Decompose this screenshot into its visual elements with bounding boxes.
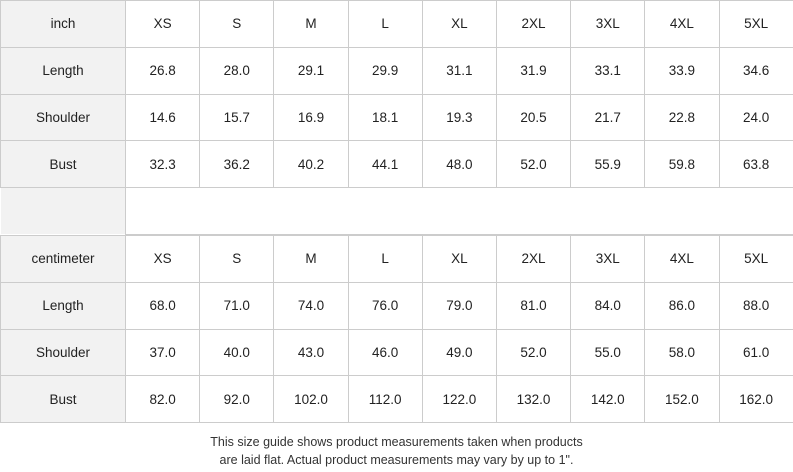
cell-shoulder-4xl-inch: 22.8 bbox=[645, 94, 719, 141]
cell-length-5xl-inch: 34.6 bbox=[719, 47, 793, 94]
size-header-xs: XS bbox=[126, 1, 200, 48]
cell-length-l-inch: 29.9 bbox=[348, 47, 422, 94]
cell-bust-3xl-cm: 142.0 bbox=[571, 376, 645, 423]
cell-bust-m-inch: 40.2 bbox=[274, 141, 348, 188]
cell-length-4xl-cm: 86.0 bbox=[645, 282, 719, 329]
cell-length-m-inch: 29.1 bbox=[274, 47, 348, 94]
table-row bbox=[1, 329, 793, 376]
note-line-1: This size guide shows product measurements taken when products bbox=[210, 435, 583, 450]
cell-shoulder-l-inch: 18.1 bbox=[348, 94, 422, 141]
size-header-m: M bbox=[274, 1, 348, 48]
size-header-4xl-cm: 4XL bbox=[645, 235, 719, 282]
cell-bust-4xl-cm: 152.0 bbox=[645, 376, 719, 423]
row-label-shoulder-inch: Shoulder bbox=[1, 94, 126, 141]
size-header-5xl: 5XL bbox=[719, 1, 793, 48]
cell-shoulder-2xl-cm: 52.0 bbox=[496, 329, 570, 376]
cell-shoulder-xl-inch: 19.3 bbox=[422, 94, 496, 141]
size-header-3xl-cm: 3XL bbox=[571, 235, 645, 282]
cell-length-l-cm: 76.0 bbox=[348, 282, 422, 329]
cell-bust-s-cm: 92.0 bbox=[200, 376, 274, 423]
cell-bust-5xl-cm: 162.0 bbox=[719, 376, 793, 423]
cell-shoulder-s-inch: 15.7 bbox=[200, 94, 274, 141]
cell-bust-l-cm: 112.0 bbox=[348, 376, 422, 423]
table-row bbox=[1, 141, 793, 188]
spacer-cell bbox=[126, 188, 793, 235]
row-label-length-inch: Length bbox=[1, 47, 126, 94]
row-label-bust-inch: Bust bbox=[1, 141, 126, 188]
cell-length-s-cm: 71.0 bbox=[200, 282, 274, 329]
cell-bust-xl-cm: 122.0 bbox=[422, 376, 496, 423]
cell-shoulder-4xl-cm: 58.0 bbox=[645, 329, 719, 376]
spacer-label-cell bbox=[1, 188, 126, 235]
size-chart-inch bbox=[0, 0, 793, 235]
cell-shoulder-5xl-inch: 24.0 bbox=[719, 94, 793, 141]
cell-length-xs-inch: 26.8 bbox=[126, 47, 200, 94]
cell-bust-4xl-inch: 59.8 bbox=[645, 141, 719, 188]
row-label-bust-cm: Bust bbox=[1, 376, 126, 423]
size-header-l-cm: L bbox=[348, 235, 422, 282]
cell-length-xl-cm: 79.0 bbox=[422, 282, 496, 329]
size-header-3xl: 3XL bbox=[571, 1, 645, 48]
size-header-xl-cm: XL bbox=[422, 235, 496, 282]
cell-length-s-inch: 28.0 bbox=[200, 47, 274, 94]
table-row bbox=[1, 376, 793, 423]
table-header-row-cm bbox=[1, 235, 793, 282]
cell-shoulder-3xl-cm: 55.0 bbox=[571, 329, 645, 376]
cell-bust-l-inch: 44.1 bbox=[348, 141, 422, 188]
size-header-4xl: 4XL bbox=[645, 1, 719, 48]
cell-length-2xl-cm: 81.0 bbox=[496, 282, 570, 329]
cell-length-2xl-inch: 31.9 bbox=[496, 47, 570, 94]
unit-label-inch: inch bbox=[1, 1, 126, 48]
cell-length-3xl-inch: 33.1 bbox=[571, 47, 645, 94]
cell-bust-3xl-inch: 55.9 bbox=[571, 141, 645, 188]
cell-shoulder-xl-cm: 49.0 bbox=[422, 329, 496, 376]
cell-shoulder-s-cm: 40.0 bbox=[200, 329, 274, 376]
cell-length-4xl-inch: 33.9 bbox=[645, 47, 719, 94]
cell-length-m-cm: 74.0 bbox=[274, 282, 348, 329]
size-header-s-cm: S bbox=[200, 235, 274, 282]
cell-shoulder-xs-inch: 14.6 bbox=[126, 94, 200, 141]
cell-shoulder-l-cm: 46.0 bbox=[348, 329, 422, 376]
size-header-xl: XL bbox=[422, 1, 496, 48]
size-header-2xl: 2XL bbox=[496, 1, 570, 48]
cell-bust-xs-inch: 32.3 bbox=[126, 141, 200, 188]
table-row bbox=[1, 47, 793, 94]
cell-bust-m-cm: 102.0 bbox=[274, 376, 348, 423]
unit-label-centimeter: centimeter bbox=[1, 235, 126, 282]
cell-shoulder-2xl-inch: 20.5 bbox=[496, 94, 570, 141]
size-header-2xl-cm: 2XL bbox=[496, 235, 570, 282]
cell-bust-5xl-inch: 63.8 bbox=[719, 141, 793, 188]
row-label-length-cm: Length bbox=[1, 282, 126, 329]
note-line-2: are laid flat. Actual product measurements may vary by up to 1". bbox=[219, 453, 574, 468]
row-label-shoulder-cm: Shoulder bbox=[1, 329, 126, 376]
cell-length-5xl-cm: 88.0 bbox=[719, 282, 793, 329]
cell-length-xs-cm: 68.0 bbox=[126, 282, 200, 329]
cell-bust-s-inch: 36.2 bbox=[200, 141, 274, 188]
cell-length-3xl-cm: 84.0 bbox=[571, 282, 645, 329]
size-header-l: L bbox=[348, 1, 422, 48]
cell-bust-2xl-inch: 52.0 bbox=[496, 141, 570, 188]
cell-shoulder-m-cm: 43.0 bbox=[274, 329, 348, 376]
table-header-row-inch bbox=[1, 1, 793, 48]
size-guide-note bbox=[0, 433, 793, 469]
size-header-s: S bbox=[200, 1, 274, 48]
size-chart-centimeter bbox=[0, 235, 793, 423]
cell-length-xl-inch: 31.1 bbox=[422, 47, 496, 94]
table-spacer-row bbox=[1, 188, 793, 235]
cell-shoulder-5xl-cm: 61.0 bbox=[719, 329, 793, 376]
cell-bust-xl-inch: 48.0 bbox=[422, 141, 496, 188]
size-header-xs-cm: XS bbox=[126, 235, 200, 282]
cell-shoulder-3xl-inch: 21.7 bbox=[571, 94, 645, 141]
table-row bbox=[1, 94, 793, 141]
size-header-m-cm: M bbox=[274, 235, 348, 282]
size-header-5xl-cm: 5XL bbox=[719, 235, 793, 282]
cell-bust-xs-cm: 82.0 bbox=[126, 376, 200, 423]
cell-shoulder-m-inch: 16.9 bbox=[274, 94, 348, 141]
cell-shoulder-xs-cm: 37.0 bbox=[126, 329, 200, 376]
cell-bust-2xl-cm: 132.0 bbox=[496, 376, 570, 423]
table-row bbox=[1, 282, 793, 329]
